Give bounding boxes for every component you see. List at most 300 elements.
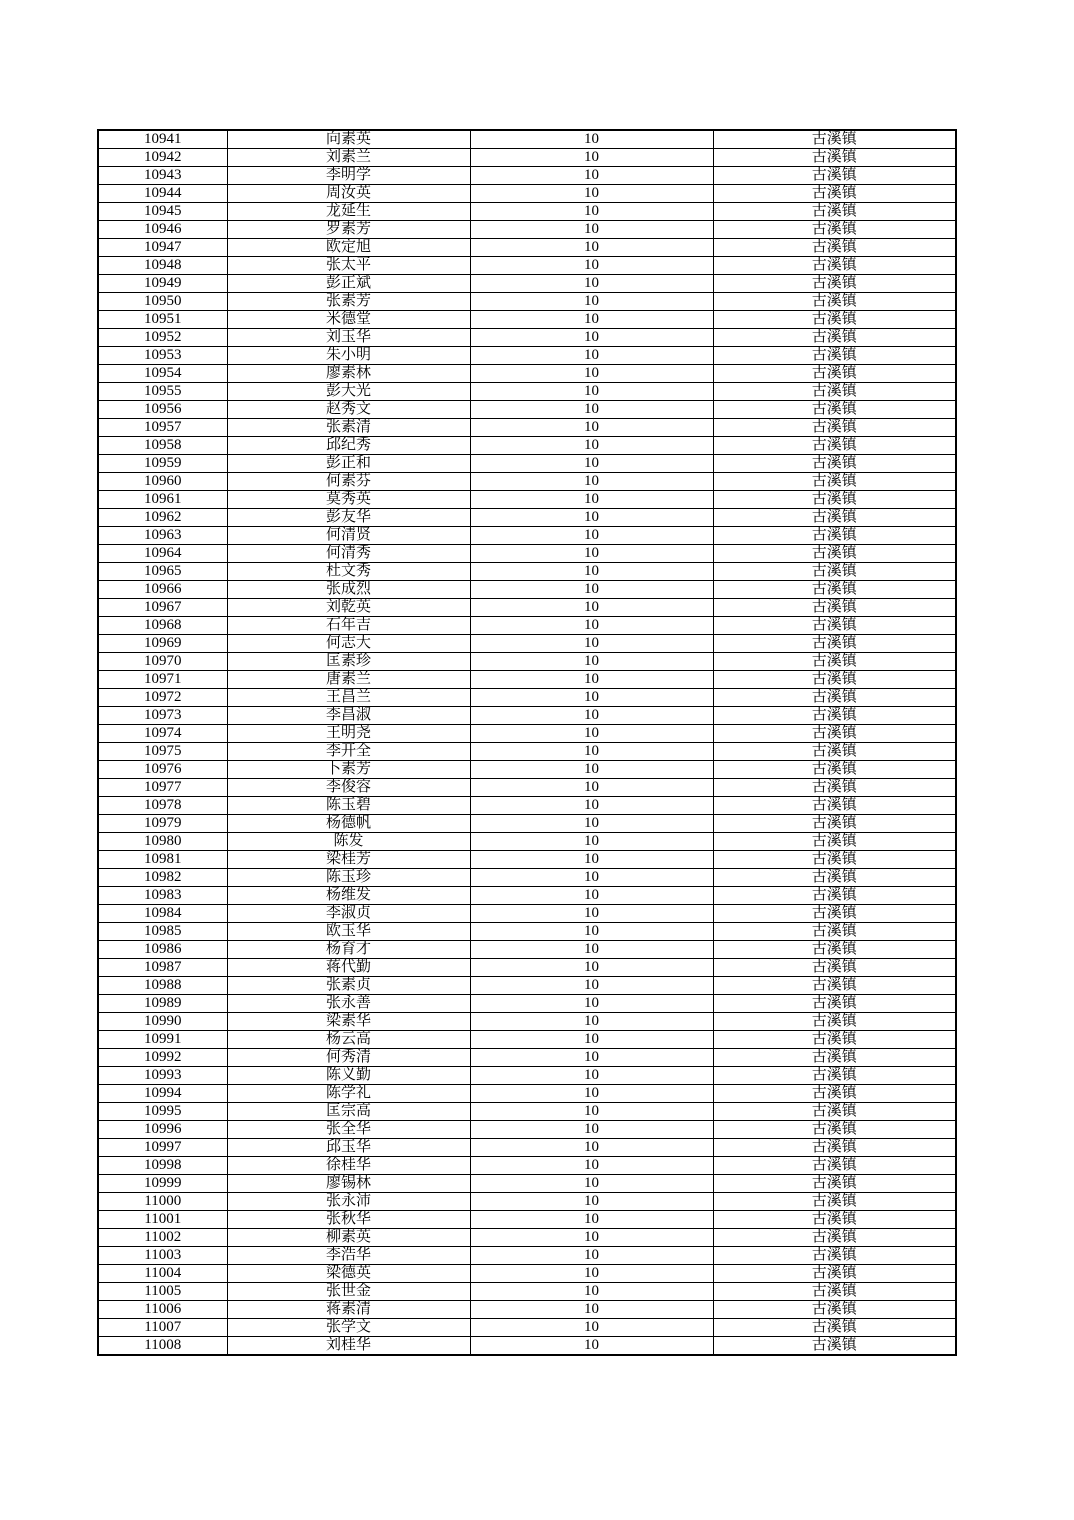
count-cell: 10 [470, 1013, 713, 1031]
count-cell: 10 [470, 1067, 713, 1085]
name-cell: 欧玉华 [227, 923, 470, 941]
count-cell: 10 [470, 1157, 713, 1175]
name-cell: 杨德帆 [227, 815, 470, 833]
name-cell: 梁德英 [227, 1265, 470, 1283]
name-cell: 彭友华 [227, 509, 470, 527]
table-row [98, 455, 956, 473]
table-row [98, 311, 956, 329]
table-row [98, 905, 956, 923]
name-cell: 张永沛 [227, 1193, 470, 1211]
id-cell: 10994 [98, 1085, 227, 1103]
town-cell: 古溪镇 [713, 1157, 956, 1175]
town-cell: 古溪镇 [713, 1301, 956, 1319]
table-row [98, 941, 956, 959]
name-cell: 陈学礼 [227, 1085, 470, 1103]
name-cell: 李明学 [227, 167, 470, 185]
count-cell: 10 [470, 149, 713, 167]
id-cell: 10996 [98, 1121, 227, 1139]
count-cell: 10 [470, 1049, 713, 1067]
count-cell: 10 [470, 1283, 713, 1301]
town-cell: 古溪镇 [713, 617, 956, 635]
count-cell: 10 [470, 1265, 713, 1283]
town-cell: 古溪镇 [713, 130, 956, 149]
table-row [98, 743, 956, 761]
count-cell: 10 [470, 293, 713, 311]
count-cell: 10 [470, 527, 713, 545]
count-cell: 10 [470, 347, 713, 365]
name-cell: 陈玉碧 [227, 797, 470, 815]
town-cell: 古溪镇 [713, 1247, 956, 1265]
name-cell: 张素芳 [227, 293, 470, 311]
id-cell: 10970 [98, 653, 227, 671]
count-cell: 10 [470, 167, 713, 185]
town-cell: 古溪镇 [713, 437, 956, 455]
name-cell: 刘素兰 [227, 149, 470, 167]
id-cell: 10990 [98, 1013, 227, 1031]
count-cell: 10 [470, 401, 713, 419]
id-cell: 10989 [98, 995, 227, 1013]
id-cell: 10944 [98, 185, 227, 203]
town-cell: 古溪镇 [713, 977, 956, 995]
count-cell: 10 [470, 203, 713, 221]
town-cell: 古溪镇 [713, 1139, 956, 1157]
name-cell: 石年吉 [227, 617, 470, 635]
name-cell: 匡素珍 [227, 653, 470, 671]
count-cell: 10 [470, 959, 713, 977]
id-cell: 10962 [98, 509, 227, 527]
id-cell: 10943 [98, 167, 227, 185]
count-cell: 10 [470, 1085, 713, 1103]
count-cell: 10 [470, 275, 713, 293]
name-cell: 陈义勤 [227, 1067, 470, 1085]
table-row [98, 671, 956, 689]
count-cell: 10 [470, 941, 713, 959]
id-cell: 10998 [98, 1157, 227, 1175]
name-cell: 杨维发 [227, 887, 470, 905]
table-row [98, 437, 956, 455]
name-cell: 梁素华 [227, 1013, 470, 1031]
id-cell: 10964 [98, 545, 227, 563]
count-cell: 10 [470, 311, 713, 329]
town-cell: 古溪镇 [713, 869, 956, 887]
name-cell: 彭正和 [227, 455, 470, 473]
table-row [98, 383, 956, 401]
town-cell: 古溪镇 [713, 1319, 956, 1337]
count-cell: 10 [470, 743, 713, 761]
name-cell: 张秋华 [227, 1211, 470, 1229]
table-body [98, 130, 956, 1355]
count-cell: 10 [470, 455, 713, 473]
name-cell: 罗素芳 [227, 221, 470, 239]
town-cell: 古溪镇 [713, 671, 956, 689]
table-row [98, 887, 956, 905]
table-row [98, 419, 956, 437]
table-row [98, 203, 956, 221]
table-row [98, 1031, 956, 1049]
name-cell: 张成烈 [227, 581, 470, 599]
id-cell: 10954 [98, 365, 227, 383]
name-cell: 廖素林 [227, 365, 470, 383]
town-cell: 古溪镇 [713, 1211, 956, 1229]
town-cell: 古溪镇 [713, 527, 956, 545]
town-cell: 古溪镇 [713, 941, 956, 959]
count-cell: 10 [470, 815, 713, 833]
name-cell: 李开全 [227, 743, 470, 761]
town-cell: 古溪镇 [713, 833, 956, 851]
town-cell: 古溪镇 [713, 1175, 956, 1193]
id-cell: 10946 [98, 221, 227, 239]
id-cell: 11004 [98, 1265, 227, 1283]
table-row [98, 167, 956, 185]
count-cell: 10 [470, 1193, 713, 1211]
name-cell: 周汝英 [227, 185, 470, 203]
table-row [98, 1301, 956, 1319]
table-row [98, 617, 956, 635]
id-cell: 10947 [98, 239, 227, 257]
id-cell: 10953 [98, 347, 227, 365]
table-row [98, 401, 956, 419]
count-cell: 10 [470, 797, 713, 815]
table-row [98, 275, 956, 293]
name-cell: 彭大光 [227, 383, 470, 401]
name-cell: 陈玉珍 [227, 869, 470, 887]
id-cell: 11005 [98, 1283, 227, 1301]
town-cell: 古溪镇 [713, 1283, 956, 1301]
name-cell: 朱小明 [227, 347, 470, 365]
name-cell: 匡宗高 [227, 1103, 470, 1121]
table-row [98, 851, 956, 869]
count-cell: 10 [470, 599, 713, 617]
table-row [98, 347, 956, 365]
town-cell: 古溪镇 [713, 509, 956, 527]
id-cell: 10961 [98, 491, 227, 509]
town-cell: 古溪镇 [713, 923, 956, 941]
id-cell: 10948 [98, 257, 227, 275]
town-cell: 古溪镇 [713, 1121, 956, 1139]
name-cell: 张学文 [227, 1319, 470, 1337]
name-cell: 陈发 [227, 833, 470, 851]
count-cell: 10 [470, 509, 713, 527]
count-cell: 10 [470, 1229, 713, 1247]
id-cell: 10965 [98, 563, 227, 581]
id-cell: 10969 [98, 635, 227, 653]
id-cell: 10975 [98, 743, 227, 761]
id-cell: 10956 [98, 401, 227, 419]
name-cell: 向素英 [227, 130, 470, 149]
table-row [98, 1337, 956, 1356]
count-cell: 10 [470, 257, 713, 275]
town-cell: 古溪镇 [713, 293, 956, 311]
count-cell: 10 [470, 473, 713, 491]
name-cell: 邱玉华 [227, 1139, 470, 1157]
id-cell: 10980 [98, 833, 227, 851]
name-cell: 刘桂华 [227, 1337, 470, 1356]
name-cell: 廖锡林 [227, 1175, 470, 1193]
count-cell: 10 [470, 365, 713, 383]
name-cell: 张全华 [227, 1121, 470, 1139]
count-cell: 10 [470, 185, 713, 203]
table-row [98, 689, 956, 707]
name-cell: 梁桂芳 [227, 851, 470, 869]
name-cell: 唐素兰 [227, 671, 470, 689]
town-cell: 古溪镇 [713, 383, 956, 401]
name-cell: 蒋代勤 [227, 959, 470, 977]
id-cell: 11000 [98, 1193, 227, 1211]
id-cell: 10973 [98, 707, 227, 725]
id-cell: 10988 [98, 977, 227, 995]
table-row [98, 995, 956, 1013]
table-row [98, 1085, 956, 1103]
count-cell: 10 [470, 995, 713, 1013]
table-row [98, 257, 956, 275]
town-cell: 古溪镇 [713, 455, 956, 473]
table-row [98, 1157, 956, 1175]
town-cell: 古溪镇 [713, 221, 956, 239]
count-cell: 10 [470, 581, 713, 599]
count-cell: 10 [470, 437, 713, 455]
count-cell: 10 [470, 671, 713, 689]
table-row [98, 1247, 956, 1265]
id-cell: 10949 [98, 275, 227, 293]
count-cell: 10 [470, 725, 713, 743]
name-cell: 张世金 [227, 1283, 470, 1301]
count-cell: 10 [470, 563, 713, 581]
id-cell: 10960 [98, 473, 227, 491]
town-cell: 古溪镇 [713, 347, 956, 365]
table-row [98, 635, 956, 653]
id-cell: 10952 [98, 329, 227, 347]
id-cell: 10997 [98, 1139, 227, 1157]
id-cell: 10971 [98, 671, 227, 689]
table-row [98, 1319, 956, 1337]
count-cell: 10 [470, 1319, 713, 1337]
name-cell: 柳素英 [227, 1229, 470, 1247]
name-cell: 杨育才 [227, 941, 470, 959]
town-cell: 古溪镇 [713, 1337, 956, 1356]
id-cell: 10987 [98, 959, 227, 977]
town-cell: 古溪镇 [713, 1031, 956, 1049]
table-row [98, 473, 956, 491]
count-cell: 10 [470, 977, 713, 995]
table-row [98, 1049, 956, 1067]
count-cell: 10 [470, 1031, 713, 1049]
id-cell: 11002 [98, 1229, 227, 1247]
town-cell: 古溪镇 [713, 275, 956, 293]
id-cell: 10959 [98, 455, 227, 473]
name-cell: 刘玉华 [227, 329, 470, 347]
id-cell: 10945 [98, 203, 227, 221]
count-cell: 10 [470, 653, 713, 671]
id-cell: 10992 [98, 1049, 227, 1067]
town-cell: 古溪镇 [713, 149, 956, 167]
id-cell: 11001 [98, 1211, 227, 1229]
id-cell: 10999 [98, 1175, 227, 1193]
name-cell: 邱纪秀 [227, 437, 470, 455]
count-cell: 10 [470, 761, 713, 779]
table-row [98, 130, 956, 149]
name-cell: 张素贞 [227, 977, 470, 995]
town-cell: 古溪镇 [713, 1049, 956, 1067]
count-cell: 10 [470, 851, 713, 869]
table-row [98, 491, 956, 509]
count-cell: 10 [470, 239, 713, 257]
table-row [98, 959, 956, 977]
table-row [98, 239, 956, 257]
id-cell: 10958 [98, 437, 227, 455]
id-cell: 10968 [98, 617, 227, 635]
id-cell: 10951 [98, 311, 227, 329]
town-cell: 古溪镇 [713, 239, 956, 257]
table-row [98, 581, 956, 599]
table-row [98, 293, 956, 311]
town-cell: 古溪镇 [713, 905, 956, 923]
id-cell: 10995 [98, 1103, 227, 1121]
id-cell: 10985 [98, 923, 227, 941]
id-cell: 11007 [98, 1319, 227, 1337]
id-cell: 10966 [98, 581, 227, 599]
name-cell: 刘乾英 [227, 599, 470, 617]
count-cell: 10 [470, 1139, 713, 1157]
count-cell: 10 [470, 833, 713, 851]
table-row [98, 779, 956, 797]
table-row [98, 1193, 956, 1211]
name-cell: 何志大 [227, 635, 470, 653]
town-cell: 古溪镇 [713, 311, 956, 329]
town-cell: 古溪镇 [713, 581, 956, 599]
town-cell: 古溪镇 [713, 545, 956, 563]
name-cell: 何素芬 [227, 473, 470, 491]
town-cell: 古溪镇 [713, 203, 956, 221]
table-row [98, 1175, 956, 1193]
name-cell: 欧定旭 [227, 239, 470, 257]
name-cell: 张素清 [227, 419, 470, 437]
id-cell: 10941 [98, 130, 227, 149]
table-row [98, 365, 956, 383]
id-cell: 11008 [98, 1337, 227, 1356]
count-cell: 10 [470, 923, 713, 941]
count-cell: 10 [470, 779, 713, 797]
town-cell: 古溪镇 [713, 401, 956, 419]
id-cell: 10978 [98, 797, 227, 815]
town-cell: 古溪镇 [713, 599, 956, 617]
count-cell: 10 [470, 689, 713, 707]
id-cell: 11003 [98, 1247, 227, 1265]
town-cell: 古溪镇 [713, 689, 956, 707]
town-cell: 古溪镇 [713, 725, 956, 743]
name-cell: 李昌淑 [227, 707, 470, 725]
count-cell: 10 [470, 130, 713, 149]
town-cell: 古溪镇 [713, 1103, 956, 1121]
id-cell: 11006 [98, 1301, 227, 1319]
table-row [98, 563, 956, 581]
table-row [98, 1265, 956, 1283]
town-cell: 古溪镇 [713, 491, 956, 509]
id-cell: 10977 [98, 779, 227, 797]
town-cell: 古溪镇 [713, 653, 956, 671]
id-cell: 10979 [98, 815, 227, 833]
id-cell: 10957 [98, 419, 227, 437]
table-row [98, 1121, 956, 1139]
table-row [98, 1139, 956, 1157]
id-cell: 10981 [98, 851, 227, 869]
table-row [98, 833, 956, 851]
table-row [98, 1067, 956, 1085]
table-row [98, 599, 956, 617]
name-cell: 何清贤 [227, 527, 470, 545]
name-cell: 赵秀文 [227, 401, 470, 419]
count-cell: 10 [470, 1211, 713, 1229]
id-cell: 10993 [98, 1067, 227, 1085]
count-cell: 10 [470, 905, 713, 923]
name-cell: 卜素芳 [227, 761, 470, 779]
town-cell: 古溪镇 [713, 743, 956, 761]
name-cell: 何清秀 [227, 545, 470, 563]
town-cell: 古溪镇 [713, 329, 956, 347]
town-cell: 古溪镇 [713, 185, 956, 203]
id-cell: 10984 [98, 905, 227, 923]
town-cell: 古溪镇 [713, 797, 956, 815]
name-cell: 米德堂 [227, 311, 470, 329]
table-row [98, 725, 956, 743]
table-row [98, 1013, 956, 1031]
name-cell: 莫秀英 [227, 491, 470, 509]
town-cell: 古溪镇 [713, 1229, 956, 1247]
name-cell: 王明尧 [227, 725, 470, 743]
table-row [98, 869, 956, 887]
town-cell: 古溪镇 [713, 257, 956, 275]
table-row [98, 977, 956, 995]
name-cell: 徐桂华 [227, 1157, 470, 1175]
count-cell: 10 [470, 617, 713, 635]
count-cell: 10 [470, 545, 713, 563]
table-row [98, 797, 956, 815]
count-cell: 10 [470, 707, 713, 725]
count-cell: 10 [470, 635, 713, 653]
table-row [98, 815, 956, 833]
table-row [98, 1229, 956, 1247]
id-cell: 10983 [98, 887, 227, 905]
count-cell: 10 [470, 1301, 713, 1319]
town-cell: 古溪镇 [713, 473, 956, 491]
name-cell: 彭正斌 [227, 275, 470, 293]
data-table [97, 129, 957, 1356]
count-cell: 10 [470, 221, 713, 239]
id-cell: 10986 [98, 941, 227, 959]
town-cell: 古溪镇 [713, 995, 956, 1013]
count-cell: 10 [470, 1103, 713, 1121]
count-cell: 10 [470, 887, 713, 905]
id-cell: 10982 [98, 869, 227, 887]
table-row [98, 707, 956, 725]
town-cell: 古溪镇 [713, 1013, 956, 1031]
town-cell: 古溪镇 [713, 1193, 956, 1211]
table-row [98, 923, 956, 941]
town-cell: 古溪镇 [713, 419, 956, 437]
name-cell: 张永善 [227, 995, 470, 1013]
town-cell: 古溪镇 [713, 851, 956, 869]
town-cell: 古溪镇 [713, 887, 956, 905]
name-cell: 龙延生 [227, 203, 470, 221]
town-cell: 古溪镇 [713, 779, 956, 797]
name-cell: 王昌兰 [227, 689, 470, 707]
table-row [98, 1103, 956, 1121]
table-row [98, 527, 956, 545]
id-cell: 10974 [98, 725, 227, 743]
town-cell: 古溪镇 [713, 563, 956, 581]
table-row [98, 509, 956, 527]
town-cell: 古溪镇 [713, 635, 956, 653]
table-row [98, 185, 956, 203]
